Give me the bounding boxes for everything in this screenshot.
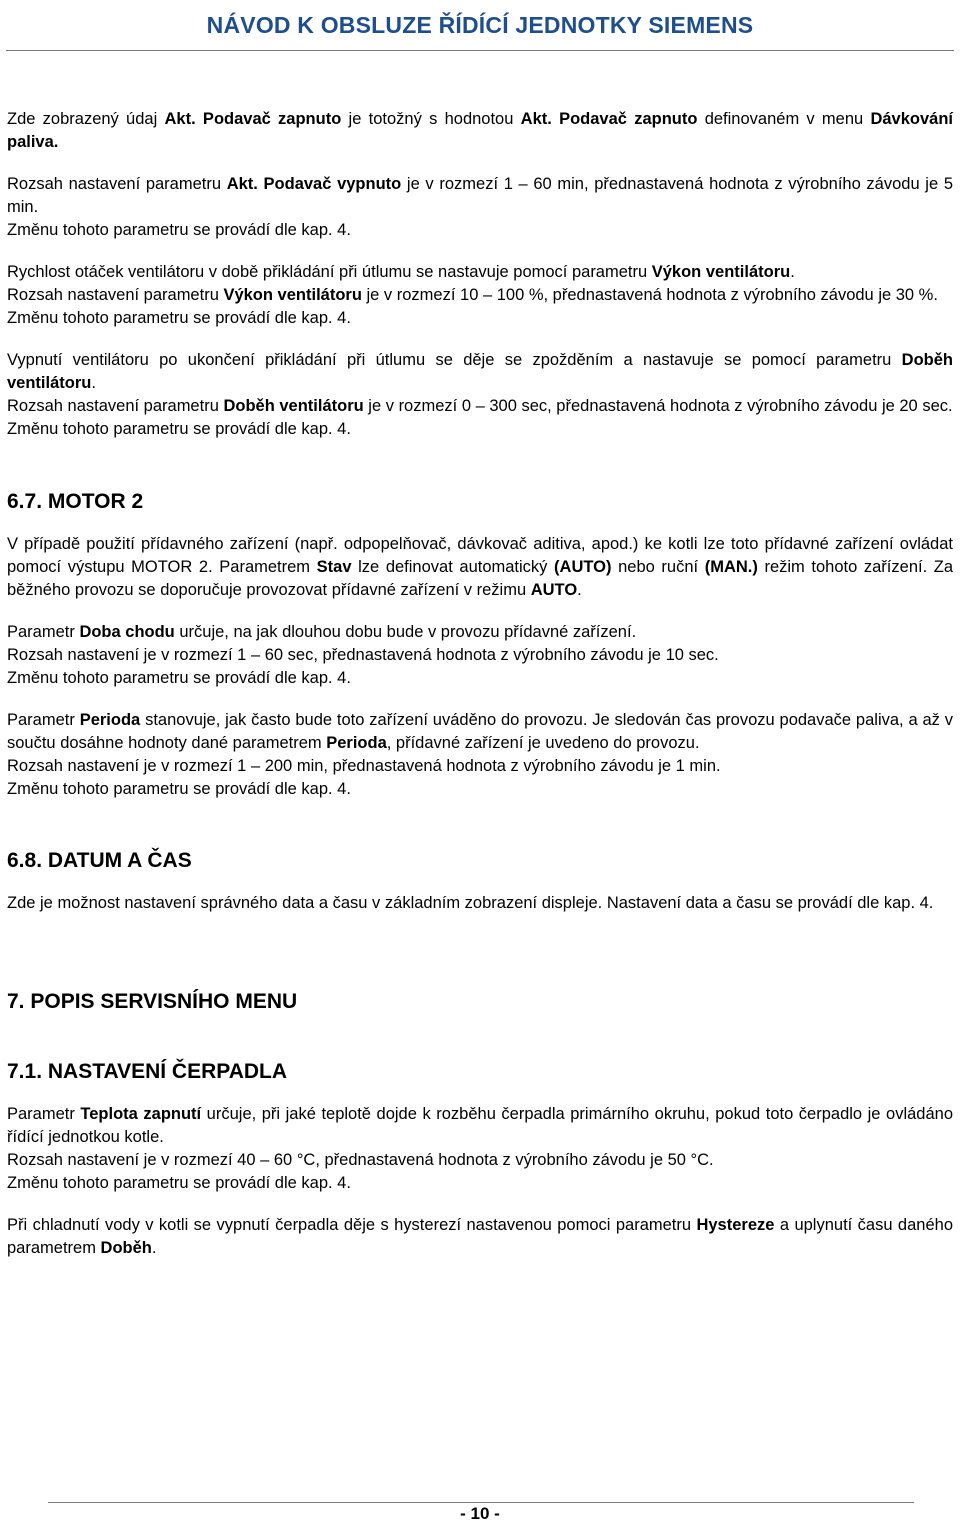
paragraph-motor-2-intro: V případě použití přídavného zařízení (např. odpopelňovač, dávkovač aditiva, apod.) ke kotli lze toto přídavné zařízení ovládat pomocí výstupu MOTOR 2. Parametrem Stav lze definovat automatický (AUTO) nebo ruční (MAN.) režim tohoto zařízení. Za běžného provozu se doporučuje provozovat přídavné zařízení v režimu AUTO. [7, 535, 954, 599]
section-heading-nastaveni-cerpadla: 7.1. NASTAVENÍ ČERPADLA [7, 1060, 288, 1083]
chapter-reference: Změnu tohoto parametru se provádí dle kap. 4. [7, 309, 351, 327]
page-number: - 10 - [460, 1504, 500, 1523]
chapter-reference: Změnu tohoto parametru se provádí dle kap. 4. [7, 1174, 351, 1192]
paragraph-perioda: Parametr Perioda stanovuje, jak často bude toto zařízení uváděno do provozu. Je sledován čas provozu podavače paliva, a až v součtu dosáhne hodnoty dané parametrem Perioda, přídavné zařízení je uvedeno do provozu. Rozsah nastavení je v rozmezí 1 – 200 min, přednastavená hodnota z výrobního závodu je 1 min. Změnu tohoto parametru se provádí dle kap. 4. [7, 709, 953, 801]
chapter-heading-servisni-menu: 7. POPIS SERVISNÍHO MENU [7, 990, 298, 1013]
paragraph-datum-a-cas: Zde je možnost nastavení správného data a času v základním zobrazení displeje. Nastavení data a času se provádí dle kap. 4. [7, 894, 934, 912]
paragraph-vykon-ventilatoru: Rychlost otáček ventilátoru v době přikládání při útlumu se nastavuje pomocí parametru Výkon ventilátoru. Rozsah nastavení parametru Výkon ventilátoru je v rozmezí 10 – 100 %, přednastavená hodnota z výrobního závodu je 30 %. Změnu tohoto parametru se provádí dle kap. 4. [7, 261, 953, 330]
section-heading-datum-a-cas: 6.8. DATUM A ČAS [7, 849, 192, 872]
chapter-reference: Změnu tohoto parametru se provádí dle kap. 4. [7, 780, 351, 798]
chapter-reference: Změnu tohoto parametru se provádí dle kap. 4. [7, 669, 351, 687]
paragraph-teplota-zapnuti: Parametr Teplota zapnutí určuje, při jaké teplotě dojde k rozběhu čerpadla primárního okruhu, pokud toto čerpadlo je ovládáno řídící jednotkou kotle. Rozsah nastavení je v rozmezí 40 – 60 °C, přednastavená hodnota z výrobního závodu je 50 °C. Změnu tohoto parametru se provádí dle kap. 4. [7, 1103, 953, 1195]
paragraph-doba-chodu: Parametr Doba chodu určuje, na jak dlouhou dobu bude v provozu přídavné zařízení. Rozsah nastavení je v rozmezí 1 – 60 sec, přednastavená hodnota z výrobního závodu je 10 sec. Změnu tohoto parametru se provádí dle kap. 4. [7, 621, 953, 690]
paragraph-dobeh-ventilatoru: Vypnutí ventilátoru po ukončení přikládání při útlumu se děje se zpožděním a nastavuje se pomocí parametru Doběh ventilátoru. Rozsah nastavení parametru Doběh ventilátoru je v rozmezí 0 – 300 sec, přednastavená hodnota z výrobního závodu je 20 sec. Změnu tohoto parametru se provádí dle kap. 4. [7, 349, 953, 441]
document-body [7, 108, 953, 1279]
paragraph-akt-podavac-zapnuto: Zde zobrazený údaj Akt. Podavač zapnuto je totožný s hodnotou Akt. Podavač zapnuto definovaném v menu Dávkování paliva. [7, 110, 954, 151]
chapter-reference: Změnu tohoto parametru se provádí dle kap. 4. [7, 221, 351, 239]
section-heading-motor-2: 6.7. MOTOR 2 [7, 490, 144, 513]
header-divider [6, 50, 954, 51]
page-header-title: NÁVOD K OBSLUZE ŘÍDÍCÍ JEDNOTKY SIEMENS [206, 12, 754, 38]
chapter-reference: Změnu tohoto parametru se provádí dle kap. 4. [7, 420, 351, 438]
paragraph-hystereze: Při chladnutí vody v kotli se vypnutí čerpadla děje s hysterezí nastavenou pomoci parametru Hystereze a uplynutí času daného parametrem Doběh. [7, 1216, 953, 1257]
paragraph-akt-podavac-vypnuto: Rozsah nastavení parametru Akt. Podavač vypnuto je v rozmezí 1 – 60 min, přednastavená hodnota z výrobního závodu je 5 min. Změnu tohoto parametru se provádí dle kap. 4. [7, 173, 953, 242]
footer-divider [48, 1502, 914, 1503]
